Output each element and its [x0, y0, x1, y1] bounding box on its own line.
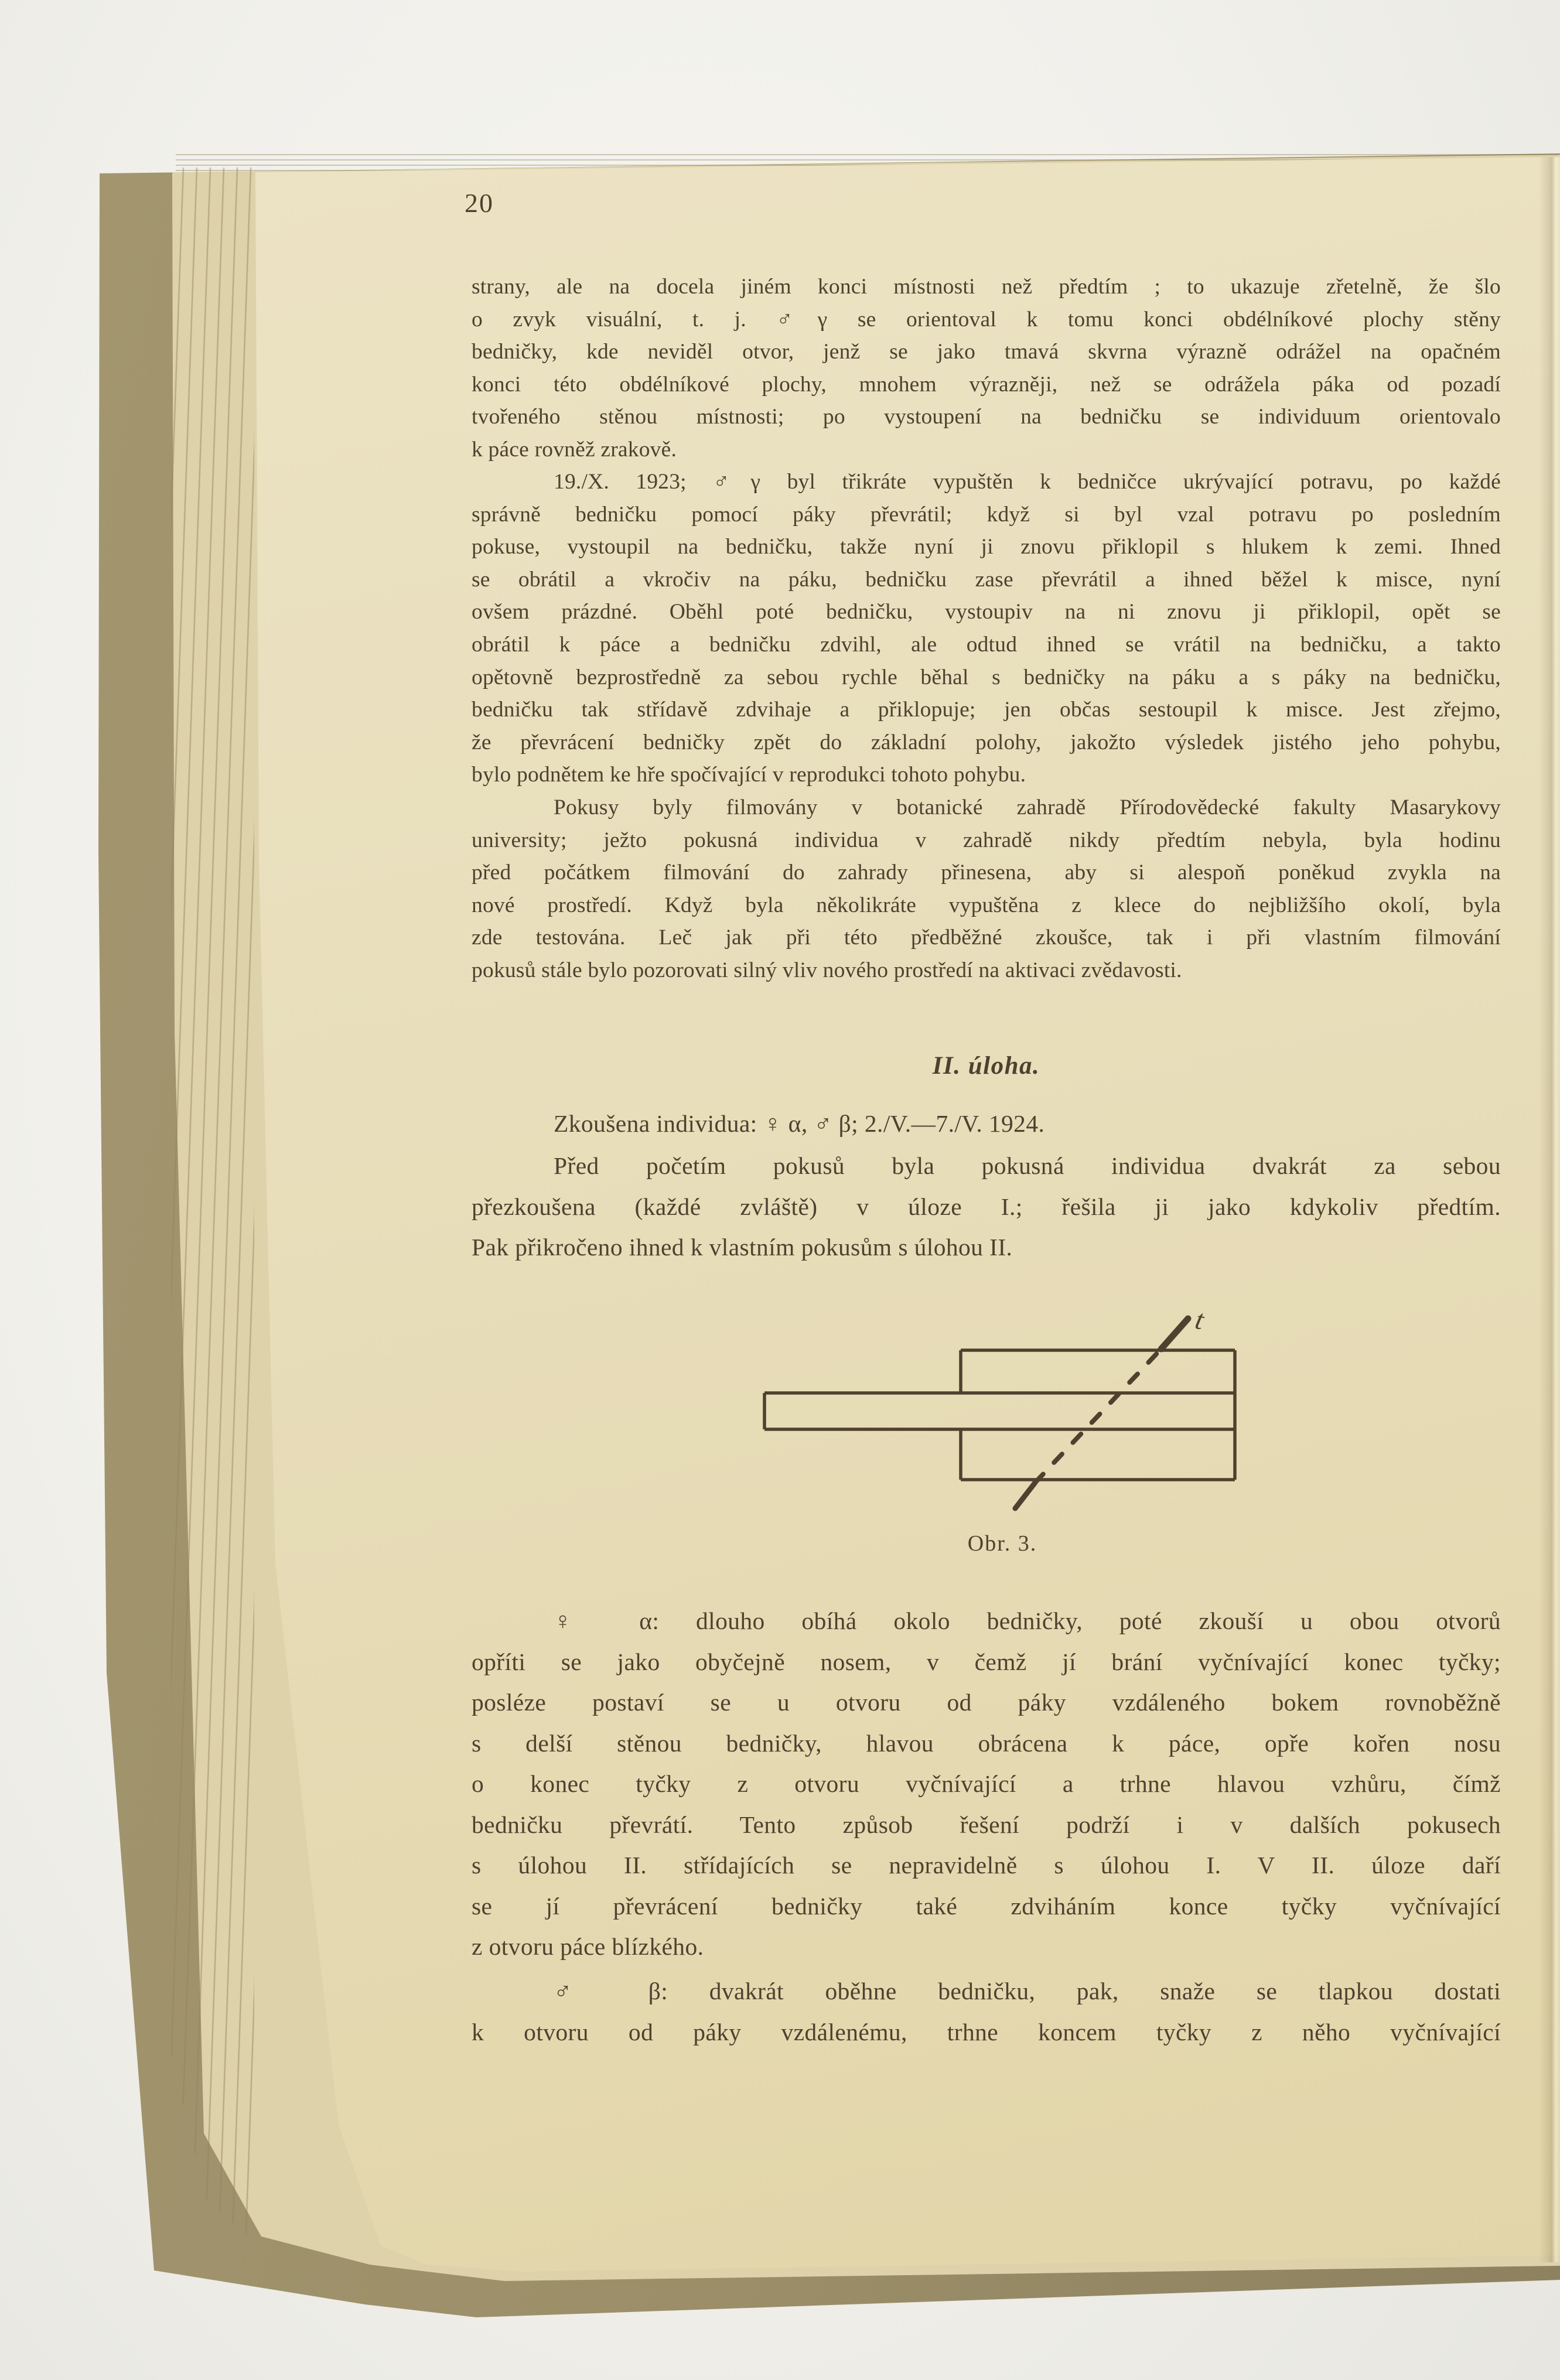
- box-lever-stick-diagram: [726, 1286, 1265, 1567]
- paragraph-continuation: [472, 271, 1501, 466]
- text-line: k páce rovněž zrakově.: [472, 437, 677, 462]
- text-line: Před početím pokusů byla pokusná individua dvakrát za sebou: [554, 1152, 1501, 1179]
- text-line: před počátkem filmování do zahrady přinesena, aby si alespoň poněkud zvykla na: [472, 861, 1501, 885]
- figure-obr-3: [726, 1286, 1265, 1567]
- text-line: bedničky, kde neviděl otvor, jenž se jako tmavá skvrna výrazně odrážel na opačném: [472, 340, 1501, 364]
- text-line: tvořeného stěnou místnosti; po vystoupení na bedničku se individuum orientovalo: [472, 405, 1501, 429]
- text-line: z otvoru páce blízkého.: [472, 1933, 704, 1960]
- paragraph-female-alpha: [472, 1601, 1501, 1968]
- paragraph-tested-individuals: [472, 1104, 1501, 1145]
- text-line: strany, ale na docela jiném konci místnosti než předtím ; to ukazuje zřetelně, že šlo: [472, 275, 1501, 299]
- text-line: ovšem prázdné. Oběhl poté bedničku, vystoupiv na ni znovu ji přiklopil, opět se: [472, 600, 1501, 624]
- text-line: že převrácení bedničky zpět do základní polohy, jakožto výsledek jistého jeho pohybu,: [472, 730, 1501, 754]
- text-line: bedničku tak střídavě zdvihaje a přiklopuje; jen občas sestoupil k misce. Jest zřejmo,: [472, 698, 1501, 722]
- text-line: se obrátil a vkročiv na páku, bedničku zase převrátil a ihned běžel k misce, nyní: [472, 567, 1501, 592]
- paragraph-pretest: [472, 1146, 1501, 1268]
- text-line: ♂ β: dvakrát oběhne bedničku, pak, snaže se tlapkou dostati: [554, 1978, 1501, 2005]
- text-line: s delší stěnou bedničky, hlavou obrácena k páce, opře kořen nosu: [472, 1729, 1501, 1757]
- text-line: nové prostředí. Když byla několikráte vypuštěna z klece do nejbližšího okolí, byla: [472, 893, 1501, 917]
- text-line: se jí převrácení bedničky také zdviháním konce tyčky vyčnívající: [472, 1892, 1501, 1920]
- text-line: Zkoušena individua: ♀ α, ♂ β; 2./V.—7./V. 1924.: [554, 1110, 1045, 1137]
- paragraph-protocol-19-x-1923: [472, 466, 1501, 791]
- text-line: pokusů stále bylo pozorovati silný vliv nového prostředí na aktivaci zvědavosti.: [472, 958, 1182, 982]
- figure-caption: Obr. 3.: [967, 1531, 1037, 1556]
- text-line: správně bedničku pomocí páky převrátil; když si byl vzal potravu po posledním: [472, 502, 1501, 527]
- text-line: přezkoušena (každé zvláště) v úloze I.; řešila ji jako kdykoliv předtím.: [472, 1193, 1501, 1220]
- text-line: ♀ α: dlouho obíhá okolo bedničky, poté zkouší u obou otvorů: [554, 1607, 1501, 1634]
- text-line: Pak přikročeno ihned k vlastním pokusům s úlohou II.: [472, 1234, 1013, 1261]
- page-fold-shadow: [1539, 157, 1560, 2262]
- text-line: pokuse, vystoupil na bedničku, takže nyní ji znovu přiklopil s hlukem k zemi. Ihned: [472, 535, 1501, 559]
- text-line: university; ježto pokusná individua v zahradě nikdy předtím nebyla, byla hodinu: [472, 828, 1501, 852]
- text-line: konci této obdélníkové plochy, mnohem výrazněji, než se odrážela páka od pozadí: [472, 372, 1501, 397]
- text-line: zde testována. Leč jak při této předběžné zkoušce, tak i při vlastním filmování: [472, 926, 1501, 950]
- paragraph-male-beta: [472, 1971, 1501, 2053]
- stick-label: t: [1192, 1303, 1207, 1336]
- text-line: o zvyk visuální, t. j. ♂γ se orientoval k tomu konci obdélníkové plochy stěny: [472, 307, 1501, 332]
- text-line: o konec tyčky z otvoru vyčnívající a trhne hlavou vzhůru, čímž: [472, 1770, 1501, 1797]
- text-line: bylo podnětem ke hře spočívající v reprodukci tohoto pohybu.: [472, 763, 1026, 787]
- text-line: 19./X. 1923; ♂γ byl třikráte vypuštěn k bedničce ukrývající potravu, po každé: [554, 470, 1501, 494]
- text-line: bedničku převrátí. Tento způsob řešení podrží i v dalších pokusech: [472, 1811, 1501, 1838]
- text-line: Pokusy byly filmovány v botanické zahradě Přírodovědecké fakulty Masarykovy: [554, 795, 1501, 819]
- section-heading: II. úloha.: [932, 1052, 1040, 1080]
- page-number: 20: [465, 188, 494, 218]
- text-line: obrátil k páce a bedničku zdvihl, ale odtud ihned se vrátil na bedničku, a takto: [472, 632, 1501, 657]
- text-line: posléze postaví se u otvoru od páky vzdáleného bokem rovnoběžně: [472, 1689, 1501, 1716]
- text-line: opětovně bezprostředně za sebou rychle běhal s bedničky na páku a s páky na bedničku,: [472, 665, 1501, 689]
- text-line: k otvoru od páky vzdálenému, trhne koncem tyčky z něho vyčnívající: [472, 2018, 1501, 2046]
- paragraph-filming-note: [472, 791, 1501, 987]
- lever-outline: [764, 1393, 1235, 1429]
- page-stack-lines-left: [171, 168, 254, 2241]
- text-line: s úlohou II. střídajících se nepravidelně s úlohou I. V II. úloze daří: [472, 1852, 1501, 1879]
- text-line: opříti se jako obyčejně nosem, v čemž jí brání vyčnívající konec tyčky;: [472, 1648, 1501, 1675]
